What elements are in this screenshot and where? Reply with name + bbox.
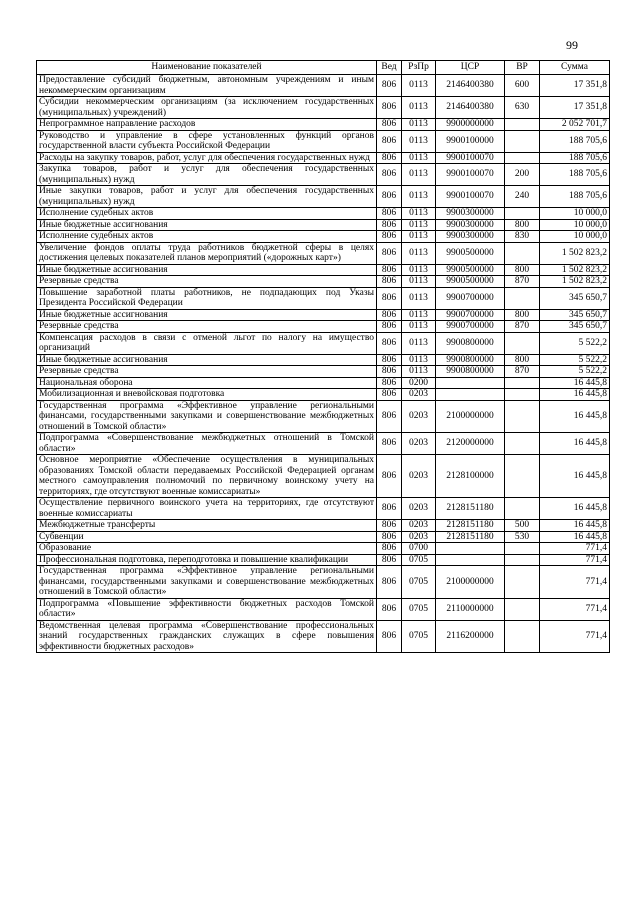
table-row bbox=[37, 332, 610, 354]
cell-sum: 771,4 bbox=[540, 554, 610, 566]
cell-name: Основное мероприятие «Обеспечение осуществления в муниципальных образованиях Томской области передаваемых Российской Федерацией органам местного самоуправления полномочий по первичному воинскому учету на территориях, где отсутствуют военные комиссариаты» bbox=[37, 455, 377, 498]
cell-ved: 806 bbox=[377, 366, 402, 378]
cell-ved: 806 bbox=[377, 498, 402, 520]
cell-csr: 2100000000 bbox=[436, 566, 505, 599]
table-row bbox=[37, 498, 610, 520]
cell-rzpr: 0113 bbox=[402, 242, 436, 264]
cell-ved: 806 bbox=[377, 377, 402, 389]
cell-vr bbox=[505, 152, 540, 164]
cell-rzpr: 0200 bbox=[402, 377, 436, 389]
cell-sum: 345 650,7 bbox=[540, 321, 610, 333]
cell-name: Резервные средства bbox=[37, 276, 377, 288]
cell-rzpr: 0113 bbox=[402, 97, 436, 119]
cell-vr: 830 bbox=[505, 231, 540, 243]
cell-sum: 188 705,6 bbox=[540, 130, 610, 152]
cell-ved: 806 bbox=[377, 287, 402, 309]
cell-name: Компенсация расходов в связи с отменой льгот по налогу на имущество организаций bbox=[37, 332, 377, 354]
cell-rzpr: 0113 bbox=[402, 152, 436, 164]
cell-name: Образование bbox=[37, 543, 377, 555]
cell-name: Иные бюджетные ассигнования bbox=[37, 354, 377, 366]
cell-vr: 800 bbox=[505, 354, 540, 366]
table-row bbox=[37, 321, 610, 333]
header-vr: ВР bbox=[505, 61, 540, 75]
cell-name: Иные бюджетные ассигнования bbox=[37, 264, 377, 276]
cell-vr bbox=[505, 377, 540, 389]
cell-csr bbox=[436, 554, 505, 566]
cell-csr: 9900500000 bbox=[436, 242, 505, 264]
cell-sum: 2 052 701,7 bbox=[540, 119, 610, 131]
cell-ved: 806 bbox=[377, 554, 402, 566]
header-csr: ЦСР bbox=[436, 61, 505, 75]
cell-name: Исполнение судебных актов bbox=[37, 208, 377, 220]
header-rzpr: РзПр bbox=[402, 61, 436, 75]
cell-rzpr: 0203 bbox=[402, 520, 436, 532]
cell-sum: 771,4 bbox=[540, 598, 610, 620]
cell-name: Осуществление первичного воинского учета на территориях, где отсутствуют военные комиссариаты bbox=[37, 498, 377, 520]
cell-csr bbox=[436, 389, 505, 401]
cell-csr: 9900000000 bbox=[436, 119, 505, 131]
table-row bbox=[37, 389, 610, 401]
cell-csr: 9900100070 bbox=[436, 164, 505, 186]
cell-sum: 16 445,8 bbox=[540, 400, 610, 433]
cell-csr: 2120000000 bbox=[436, 433, 505, 455]
cell-vr: 630 bbox=[505, 97, 540, 119]
cell-csr: 2128151180 bbox=[436, 520, 505, 532]
cell-ved: 806 bbox=[377, 130, 402, 152]
cell-sum: 5 522,2 bbox=[540, 332, 610, 354]
budget-table bbox=[36, 60, 610, 653]
table-row bbox=[37, 276, 610, 288]
cell-rzpr: 0203 bbox=[402, 455, 436, 498]
table-row bbox=[37, 186, 610, 208]
cell-rzpr: 0113 bbox=[402, 219, 436, 231]
cell-ved: 806 bbox=[377, 531, 402, 543]
cell-name: Увеличение фондов оплаты труда работников бюджетной сферы в целях достижения целевых показателей планов мероприятий («дорожных карт») bbox=[37, 242, 377, 264]
table-row bbox=[37, 433, 610, 455]
cell-vr: 870 bbox=[505, 276, 540, 288]
cell-name: Повышение заработной платы работников, не подпадающих под Указы Президента Российской Федерации bbox=[37, 287, 377, 309]
cell-sum: 1 502 823,2 bbox=[540, 276, 610, 288]
cell-rzpr: 0203 bbox=[402, 498, 436, 520]
cell-ved: 806 bbox=[377, 242, 402, 264]
cell-vr bbox=[505, 554, 540, 566]
table-row bbox=[37, 152, 610, 164]
table-row bbox=[37, 208, 610, 220]
cell-name: Национальная оборона bbox=[37, 377, 377, 389]
cell-name: Расходы на закупку товаров, работ, услуг для обеспечения государственных нужд bbox=[37, 152, 377, 164]
cell-sum: 188 705,6 bbox=[540, 152, 610, 164]
cell-rzpr: 0705 bbox=[402, 620, 436, 653]
cell-vr bbox=[505, 543, 540, 555]
cell-ved: 806 bbox=[377, 400, 402, 433]
table-row bbox=[37, 520, 610, 532]
cell-name: Закупка товаров, работ и услуг для обеспечения государственных (муниципальных) нужд bbox=[37, 164, 377, 186]
cell-rzpr: 0113 bbox=[402, 287, 436, 309]
cell-rzpr: 0113 bbox=[402, 309, 436, 321]
cell-vr bbox=[505, 242, 540, 264]
cell-rzpr: 0113 bbox=[402, 231, 436, 243]
cell-csr: 9900300000 bbox=[436, 208, 505, 220]
cell-vr bbox=[505, 455, 540, 498]
cell-ved: 806 bbox=[377, 543, 402, 555]
table-row bbox=[37, 620, 610, 653]
page-number: 99 bbox=[566, 38, 578, 52]
cell-vr bbox=[505, 332, 540, 354]
cell-ved: 806 bbox=[377, 455, 402, 498]
cell-vr bbox=[505, 400, 540, 433]
cell-rzpr: 0705 bbox=[402, 598, 436, 620]
cell-sum: 10 000,0 bbox=[540, 231, 610, 243]
cell-ved: 806 bbox=[377, 231, 402, 243]
cell-vr: 530 bbox=[505, 531, 540, 543]
cell-vr: 870 bbox=[505, 321, 540, 333]
cell-vr: 200 bbox=[505, 164, 540, 186]
cell-rzpr: 0705 bbox=[402, 566, 436, 599]
cell-sum: 1 502 823,2 bbox=[540, 264, 610, 276]
header-name: Наименование показателей bbox=[37, 61, 377, 75]
cell-csr: 9900700000 bbox=[436, 287, 505, 309]
cell-vr: 240 bbox=[505, 186, 540, 208]
cell-vr: 800 bbox=[505, 219, 540, 231]
cell-csr: 2128151180 bbox=[436, 498, 505, 520]
table-row bbox=[37, 377, 610, 389]
cell-rzpr: 0113 bbox=[402, 354, 436, 366]
cell-rzpr: 0113 bbox=[402, 208, 436, 220]
cell-sum: 17 351,8 bbox=[540, 75, 610, 97]
cell-sum: 345 650,7 bbox=[540, 309, 610, 321]
table-row bbox=[37, 543, 610, 555]
cell-name: Подпрограмма «Совершенствование межбюджетных отношений в Томской области» bbox=[37, 433, 377, 455]
cell-sum: 5 522,2 bbox=[540, 366, 610, 378]
cell-ved: 806 bbox=[377, 620, 402, 653]
cell-ved: 806 bbox=[377, 354, 402, 366]
cell-csr: 9900500000 bbox=[436, 276, 505, 288]
cell-sum: 771,4 bbox=[540, 566, 610, 599]
cell-rzpr: 0203 bbox=[402, 400, 436, 433]
cell-ved: 806 bbox=[377, 598, 402, 620]
cell-vr: 800 bbox=[505, 264, 540, 276]
table-row bbox=[37, 366, 610, 378]
header-sum: Сумма bbox=[540, 61, 610, 75]
cell-csr: 2128100000 bbox=[436, 455, 505, 498]
cell-vr bbox=[505, 598, 540, 620]
cell-csr: 9900100000 bbox=[436, 130, 505, 152]
cell-csr: 9900100070 bbox=[436, 152, 505, 164]
cell-vr bbox=[505, 620, 540, 653]
cell-rzpr: 0113 bbox=[402, 130, 436, 152]
cell-name: Иные бюджетные ассигнования bbox=[37, 309, 377, 321]
cell-csr: 2146400380 bbox=[436, 75, 505, 97]
cell-ved: 806 bbox=[377, 208, 402, 220]
cell-rzpr: 0705 bbox=[402, 554, 436, 566]
cell-csr: 9900300000 bbox=[436, 219, 505, 231]
table-row bbox=[37, 130, 610, 152]
cell-rzpr: 0700 bbox=[402, 543, 436, 555]
cell-name: Межбюджетные трансферты bbox=[37, 520, 377, 532]
table-row bbox=[37, 354, 610, 366]
cell-csr: 2110000000 bbox=[436, 598, 505, 620]
table-row bbox=[37, 164, 610, 186]
cell-csr: 9900800000 bbox=[436, 366, 505, 378]
cell-rzpr: 0113 bbox=[402, 75, 436, 97]
cell-rzpr: 0203 bbox=[402, 531, 436, 543]
cell-name: Ведомственная целевая программа «Совершенствование профессиональных знаний государственных гражданских служащих в сфере повышения эффективности бюджетных расходов» bbox=[37, 620, 377, 653]
cell-csr bbox=[436, 377, 505, 389]
cell-name: Государственная программа «Эффективное управление региональными финансами, государственными закупками и совершенствование межбюджетных отношений в Томской области» bbox=[37, 566, 377, 599]
cell-sum: 16 445,8 bbox=[540, 531, 610, 543]
table-row bbox=[37, 242, 610, 264]
header-ved: Вед bbox=[377, 61, 402, 75]
table-row bbox=[37, 566, 610, 599]
cell-rzpr: 0113 bbox=[402, 264, 436, 276]
cell-name: Субсидии некоммерческим организациям (за исключением государственных (муниципальных) учреждений) bbox=[37, 97, 377, 119]
cell-rzpr: 0203 bbox=[402, 433, 436, 455]
cell-sum: 188 705,6 bbox=[540, 164, 610, 186]
cell-vr: 500 bbox=[505, 520, 540, 532]
table-row bbox=[37, 119, 610, 131]
table-row bbox=[37, 455, 610, 498]
cell-csr: 9900700000 bbox=[436, 309, 505, 321]
cell-rzpr: 0113 bbox=[402, 366, 436, 378]
cell-sum: 16 445,8 bbox=[540, 498, 610, 520]
cell-sum: 188 705,6 bbox=[540, 186, 610, 208]
cell-vr bbox=[505, 389, 540, 401]
cell-vr: 600 bbox=[505, 75, 540, 97]
table-row bbox=[37, 554, 610, 566]
cell-rzpr: 0113 bbox=[402, 119, 436, 131]
table-row bbox=[37, 264, 610, 276]
cell-sum: 16 445,8 bbox=[540, 433, 610, 455]
cell-vr bbox=[505, 130, 540, 152]
cell-vr bbox=[505, 287, 540, 309]
table-row bbox=[37, 231, 610, 243]
cell-sum: 345 650,7 bbox=[540, 287, 610, 309]
cell-vr bbox=[505, 566, 540, 599]
cell-ved: 806 bbox=[377, 164, 402, 186]
cell-ved: 806 bbox=[377, 309, 402, 321]
cell-vr: 870 bbox=[505, 366, 540, 378]
cell-rzpr: 0113 bbox=[402, 186, 436, 208]
table-header-row bbox=[37, 61, 610, 75]
cell-rzpr: 0203 bbox=[402, 389, 436, 401]
cell-ved: 806 bbox=[377, 276, 402, 288]
cell-rzpr: 0113 bbox=[402, 164, 436, 186]
cell-sum: 16 445,8 bbox=[540, 455, 610, 498]
cell-vr bbox=[505, 433, 540, 455]
cell-rzpr: 0113 bbox=[402, 321, 436, 333]
cell-name: Государственная программа «Эффективное управление региональными финансами, государственными закупками и совершенствование межбюджетных отношений в Томской области» bbox=[37, 400, 377, 433]
table-row bbox=[37, 287, 610, 309]
table-row bbox=[37, 309, 610, 321]
table-row bbox=[37, 400, 610, 433]
cell-csr bbox=[436, 543, 505, 555]
cell-name: Иные закупки товаров, работ и услуг для обеспечения государственных (муниципальных) нужд bbox=[37, 186, 377, 208]
cell-ved: 806 bbox=[377, 264, 402, 276]
cell-name: Исполнение судебных актов bbox=[37, 231, 377, 243]
cell-vr bbox=[505, 498, 540, 520]
cell-vr bbox=[505, 119, 540, 131]
cell-sum: 10 000,0 bbox=[540, 208, 610, 220]
cell-sum: 16 445,8 bbox=[540, 377, 610, 389]
cell-name: Иные бюджетные ассигнования bbox=[37, 219, 377, 231]
cell-ved: 806 bbox=[377, 152, 402, 164]
table-row bbox=[37, 219, 610, 231]
cell-vr bbox=[505, 208, 540, 220]
cell-ved: 806 bbox=[377, 566, 402, 599]
cell-name: Субвенции bbox=[37, 531, 377, 543]
cell-csr: 9900500000 bbox=[436, 264, 505, 276]
cell-csr: 2100000000 bbox=[436, 400, 505, 433]
cell-ved: 806 bbox=[377, 433, 402, 455]
cell-name: Резервные средства bbox=[37, 321, 377, 333]
cell-rzpr: 0113 bbox=[402, 332, 436, 354]
cell-name: Непрограммное направление расходов bbox=[37, 119, 377, 131]
cell-name: Профессиональная подготовка, переподготовка и повышение квалификации bbox=[37, 554, 377, 566]
cell-csr: 9900700000 bbox=[436, 321, 505, 333]
cell-csr: 9900100070 bbox=[436, 186, 505, 208]
cell-sum: 771,4 bbox=[540, 620, 610, 653]
cell-ved: 806 bbox=[377, 520, 402, 532]
cell-sum: 5 522,2 bbox=[540, 354, 610, 366]
cell-sum: 16 445,8 bbox=[540, 389, 610, 401]
cell-ved: 806 bbox=[377, 219, 402, 231]
cell-sum: 10 000,0 bbox=[540, 219, 610, 231]
cell-sum: 771,4 bbox=[540, 543, 610, 555]
cell-sum: 16 445,8 bbox=[540, 520, 610, 532]
cell-sum: 17 351,8 bbox=[540, 97, 610, 119]
table-row bbox=[37, 531, 610, 543]
cell-csr: 2128151180 bbox=[436, 531, 505, 543]
cell-name: Предоставление субсидий бюджетным, автономным учреждениям и иным некоммерческим организациям bbox=[37, 75, 377, 97]
cell-name: Резервные средства bbox=[37, 366, 377, 378]
cell-csr: 2146400380 bbox=[436, 97, 505, 119]
cell-name: Подпрограмма «Повышение эффективности бюджетных расходов Томской области» bbox=[37, 598, 377, 620]
cell-ved: 806 bbox=[377, 97, 402, 119]
cell-ved: 806 bbox=[377, 389, 402, 401]
cell-csr: 9900800000 bbox=[436, 332, 505, 354]
cell-csr: 9900800000 bbox=[436, 354, 505, 366]
cell-ved: 806 bbox=[377, 186, 402, 208]
cell-name: Мобилизационная и вневойсковая подготовка bbox=[37, 389, 377, 401]
table-body bbox=[37, 75, 610, 653]
cell-name: Руководство и управление в сфере установленных функций органов государственной власти субъекта Российской Федерации bbox=[37, 130, 377, 152]
table-row bbox=[37, 598, 610, 620]
cell-rzpr: 0113 bbox=[402, 276, 436, 288]
cell-ved: 806 bbox=[377, 321, 402, 333]
table-row bbox=[37, 75, 610, 97]
cell-ved: 806 bbox=[377, 119, 402, 131]
cell-ved: 806 bbox=[377, 332, 402, 354]
table-row bbox=[37, 97, 610, 119]
cell-csr: 2116200000 bbox=[436, 620, 505, 653]
cell-csr: 9900300000 bbox=[436, 231, 505, 243]
cell-vr: 800 bbox=[505, 309, 540, 321]
cell-ved: 806 bbox=[377, 75, 402, 97]
cell-sum: 1 502 823,2 bbox=[540, 242, 610, 264]
